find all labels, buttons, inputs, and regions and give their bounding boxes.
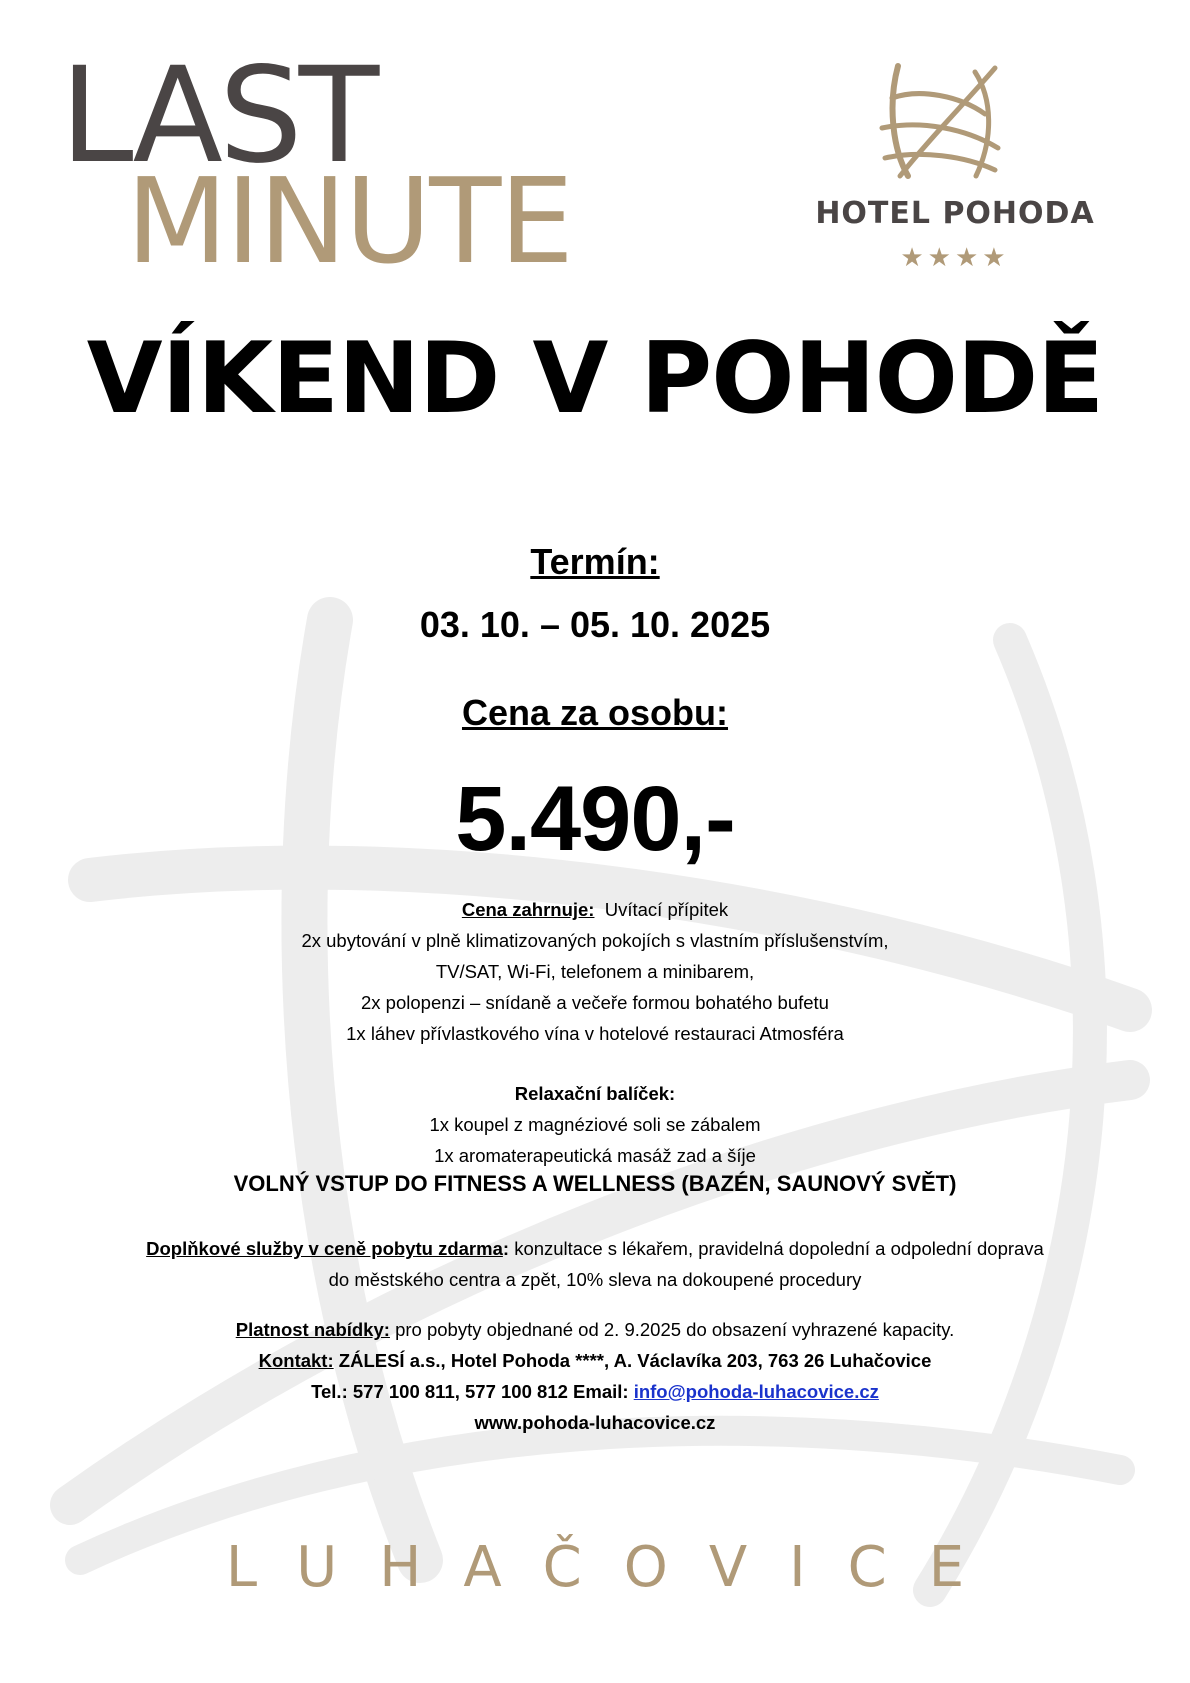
offer-headline: VÍKEND V POHODĚ [86,322,1104,436]
relax-item: 1x koupel z magnéziové soli se zábalem [429,1114,761,1135]
contact-phones: Tel.: 577 100 811, 577 100 812 Email: [311,1381,629,1402]
includes-label: Cena zahrnuje: [461,899,595,920]
price-value: 5.490,- [455,768,735,870]
validity-text: pro pobyty objednané od 2. 9.2025 do obsazení vyhrazené kapacity. [395,1319,955,1340]
promo-title-minute: MINUTE [126,152,572,290]
relax-section [0,1078,1190,1171]
price-label: Cena za osobu: [461,692,729,733]
extra-services-line1: Doplňkové služby v ceně pobytu zdarma: konzultace s lékařem, pravidelná dopolední a odpolední doprava [146,1238,1044,1259]
relax-label: Relaxační balíček: [514,1083,676,1104]
hotel-stars-rating: ★★★★ [900,242,1010,272]
globe-arcs-icon [780,58,1130,188]
termin-label: Termín: [530,541,660,582]
extra-services-label: Doplňkové služby v ceně pobytu zdarma [146,1238,503,1259]
termin-dates: 03. 10. – 05. 10. 2025 [419,604,771,645]
includes-item: 2x ubytování v plně klimatizovaných pokojích s vlastním příslušenstvím, [301,930,889,951]
contact-email-link[interactable]: info@pohoda-luhacovice.cz [633,1381,879,1402]
includes-item: TV/SAT, Wi-Fi, telefonem a minibarem, [435,961,755,982]
includes-first-line [0,894,1190,925]
hotel-name: HOTEL POHODA [815,196,1095,231]
contact-section [0,1314,1190,1438]
free-entry-line: VOLNÝ VSTUP DO FITNESS A WELLNESS (BAZÉN, SAUNOVÝ SVĚT) [233,1171,957,1196]
extra-services-text2: do městského centra a zpět, 10% sleva na dokoupené procedury [328,1269,862,1290]
includes-item: 1x láhev přívlastkového vína v hotelové restauraci Atmosféra [346,1023,844,1044]
promo-title-last: LAST [60,39,376,193]
extra-services-section [0,1233,1190,1295]
contact-address: ZÁLESÍ a.s., Hotel Pohoda ****, A. Václavíka 203, 763 26 Luhačovice [338,1350,932,1371]
includes-section [0,894,1190,1049]
includes-first-item: Uvítací přípitek [604,899,729,920]
hotel-logo [780,58,1130,278]
contact-label: Kontakt: [258,1350,334,1371]
validity-label: Platnost nabídky: [235,1319,390,1340]
footer-city: LUHAČOVICE [225,1535,1007,1600]
contact-address-line [0,1345,1190,1376]
extra-services-text1: konzultace s lékařem, pravidelná dopolední a odpolední doprava [514,1238,1044,1259]
includes-item: 2x polopenzi – snídaně a večeře formou bohatého bufetu [361,992,829,1013]
validity-line [0,1314,1190,1345]
contact-website[interactable]: www.pohoda-luhacovice.cz [474,1412,716,1433]
relax-item: 1x aromaterapeutická masáž zad a šíje [434,1145,756,1166]
contact-phones-line [0,1376,1190,1407]
